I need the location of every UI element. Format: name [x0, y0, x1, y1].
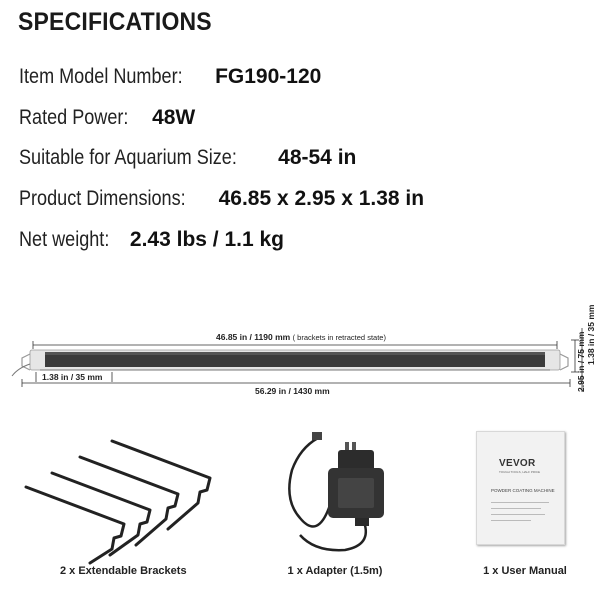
brackets-caption: 2 x Extendable Brackets — [60, 565, 187, 577]
length-main-label — [216, 332, 386, 342]
manual-line — [491, 508, 541, 509]
total-length-label: 56.29 in / 1430 mm — [255, 386, 330, 396]
manual-caption: 1 x User Manual — [483, 565, 567, 577]
user-manual-image — [476, 431, 565, 545]
spec-value: 48-54 in — [278, 146, 357, 169]
adapter-caption: 1 x Adapter (1.5m) — [287, 565, 383, 577]
power-adapter-image — [289, 432, 384, 550]
spec-label: Net weight: — [19, 228, 110, 251]
manual-line — [491, 514, 545, 515]
manual-title: POWDER COATING MACHINE — [491, 488, 555, 493]
length-note: ( brackets in retracted state) — [292, 333, 386, 342]
spec-label: Item Model Number: — [19, 65, 183, 88]
spec-value: FG190-120 — [215, 65, 322, 88]
depth-label: 1.38 in / 35 mm — [42, 372, 103, 382]
spec-label: Suitable for Aquarium Size: — [19, 146, 237, 169]
length-main-value: 46.85 in / 1190 mm — [216, 332, 291, 342]
height-label: 2.95 in / 75 mm — [576, 331, 586, 392]
page-title: SPECIFICATIONS — [18, 8, 212, 36]
spec-value: 48W — [152, 106, 196, 129]
spec-value: 46.85 x 2.95 x 1.38 in — [218, 187, 425, 210]
manual-line — [491, 502, 549, 503]
spec-value: 2.43 lbs / 1.1 kg — [129, 228, 284, 251]
top-dimension-line — [33, 341, 557, 349]
manual-line — [491, 520, 531, 521]
side-depth-label: 1.38 in / 35 mm — [586, 304, 596, 365]
extendable-brackets-image — [26, 441, 210, 563]
manual-brand: VEVOR — [499, 458, 536, 469]
spec-label: Rated Power: — [19, 106, 129, 129]
spec-label: Product Dimensions: — [19, 187, 186, 210]
manual-tagline: TOUGH TOOLS, HALF PRICE — [499, 470, 541, 474]
